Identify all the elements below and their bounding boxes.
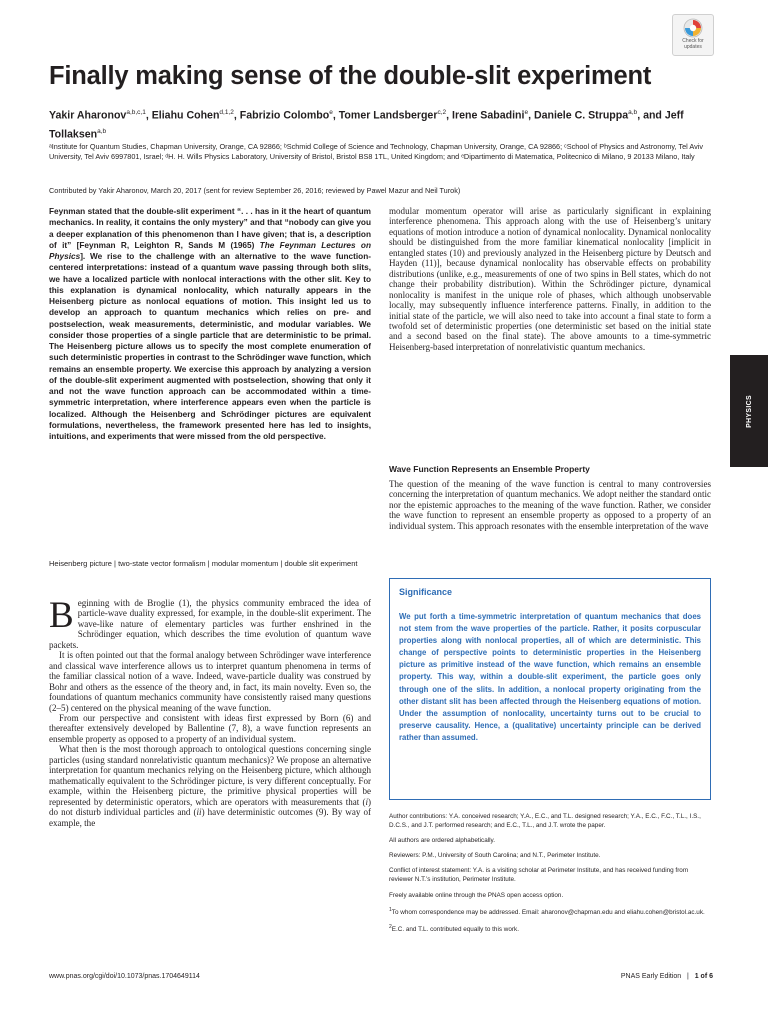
equal-contribution-text: E.C. and T.L. contributed equally to this work. (391, 925, 519, 933)
author-name[interactable]: Jeff Tollaksen (49, 109, 684, 141)
body-paragraph (49, 595, 371, 650)
doi-link[interactable]: www.pnas.org/cgi/doi/10.1073/pnas.1704649114 (49, 973, 200, 980)
author-name[interactable]: Daniele C. Struppa (533, 109, 629, 122)
author-list: Yakir Aharonov$^{a,b,c,1}$, Eliahu Cohen$^{d,1,2}$, Fabrizio Colombo$^e$, Tomer Landsberger$^{c,2}$, Irene Sabadini$^e$, Daniele C. Struppa$^{a,b}$, and Jeff Tollaksen$^{a,b}$ (49, 109, 684, 141)
drop-cap: B (49, 595, 74, 636)
author-affiliation-marks: c,2 (437, 109, 447, 116)
significance-box (389, 578, 711, 800)
pnas-watermark (0, 70, 36, 630)
author-name[interactable]: Yakir Aharonov (49, 109, 127, 122)
paragraph-text: eginning with de Broglie (1), the physics community embraced the idea of particle-wave duality expressed, for example, in the double-slit experiment. The wave-like nature of elementary particles was further enshrined in the Schrödinger equation, which describes the time evolution of quantum wave packets. (49, 598, 371, 650)
body-paragraph: modular momentum operator will arise as particularly significant in explaining interference phenomena. This approach along with the use of Heisenberg’s unitary equations of motion introduce a notion of dynamical nonlocality. Dynamical nonlocality should be distinguished from the more familiar kinematical nonlocality [implicit in entangled states (10) and previously analyzed in the Heisenberg picture by Deutsch and Hayden (11)], because dynamical nonlocality has observable effects on probability distributions (unlike, e.g., measurements of one of two spins in Bell states, which do not change their probability distribution). Within the Schrödinger picture, dynamical nonlocality is manifest in the unique role of phases, which although unobservable locally, may subsequently influence interference patterns. Finally, in addition to the initial state of the particle, we will also need to take into account a final state to form a twofold set of deterministic properties (one deterministic set based on the initial state and a second based on the final state). The above amounts to a time-symmetric Heisenberg-based interpretation of nonrelativistic quantum mechanics. (389, 206, 711, 352)
author-name[interactable]: Tomer Landsberger (338, 109, 438, 122)
correspondence-note (389, 906, 711, 917)
author-affiliation-marks: a,b,c,1 (126, 109, 146, 116)
check-for-updates-badge[interactable] (672, 14, 714, 56)
significance-text: We put forth a time-symmetric interpretation of quantum mechanics that does not stem from the wave properties of the particle. Rather, it posits corpuscular properties along with nonlocal properties, all of which are deterministic. This change of perspective points to deterministic properties in the Heisenberg picture as primitive instead of the wave function, which remains an ensemble property. This way, within a double-slit experiment, the particle goes only through one of the slits. In addition, a nonlocal property originating from the other distant slit has been affected through the Heisenberg equations of motion. Under the assumption of nonlocality, uncertainty turns out to be crucial to preserve causality. Hence, a (qualitative) uncertainty principle can be derived rather than assumed. (399, 612, 701, 742)
author-name[interactable]: Fabrizio Colombo (239, 109, 330, 122)
author-name[interactable]: Eliahu Cohen (151, 109, 220, 122)
paragraph-text: What then is the most thorough approach to ontological questions concerning single particles (using standard nonrelativistic quantum mechanics)? We propose an alternative interpretation for quantum mechanics relying on the Heisenberg picture, which although mathematically equivalent to the Schrödinger picture, is very different conceptually. For example, within the Heisenberg picture, the primitive physical properties will be represented by deterministic operators, which are operators with measurements that ( (49, 744, 371, 807)
keywords: Heisenberg picture | two-state vector formalism | modular momentum | double slit experiment (49, 559, 358, 568)
edition-label: PNAS Early Edition (620, 973, 682, 980)
section-side-tab (730, 355, 768, 467)
footnote-marker: 1 (389, 906, 392, 913)
author-name[interactable]: Irene Sabadini (452, 109, 525, 122)
check-for-updates-label: Check for updates (682, 38, 704, 50)
author-notes (389, 812, 711, 940)
list-marker: ii (196, 807, 202, 818)
footer-edition (578, 973, 713, 980)
paragraph-text: ) do not disturb individual particles and ( (49, 796, 371, 818)
abstract (49, 206, 371, 442)
article-title: Finally making sense of the double-slit experiment (49, 62, 652, 90)
watermark-text (34, 208, 36, 630)
body-paragraph: It is often pointed out that the formal analogy between Schrödinger wave interference and classical wave interference allows us to interpret quantum phenomena in terms of the familiar classical notion of a wave. Indeed, wave-particle duality was construed by Bohr and others as the essence of the theory and, in fact, its main novelty. Even so, the foundations of quantum mechanics community have consistently raised many questions (2–5) centered on the physical meaning of the wave function. (49, 650, 371, 713)
abstract-cited-title: The Feynman Lectures on Physics (49, 240, 371, 261)
contribution-line: Contributed by Yakir Aharonov, March 20, 2017 (sent for review September 26, 2016; reviewed by Pawel Mazur and Neil Turok) (49, 186, 461, 195)
open-access-note: Freely available online through the PNAS open access option. (389, 891, 564, 899)
affiliations: ᵃInstitute for Quantum Studies, Chapman University, Orange, CA 92866; ᵇSchmid College of Science and Technology, Chapman University, Orange, CA 92866; ᶜSchool of Physics and Astronomy, Tel Aviv University, Tel Aviv 6997801, Israel; ᵈH. H. Wills Physics Laboratory, University of Bristol, Bristol BS8 1TL, United Kingdom; and ᵉDipartimento di Matematica, Politecnico di Milano, 9 20133 Milano, Italy (49, 142, 704, 161)
side-tab-label: PHYSICS (745, 394, 753, 428)
footer-separator: | (687, 973, 689, 980)
body-left-column (49, 595, 371, 828)
author-order-note: All authors are ordered alphabetically. (389, 837, 496, 845)
author-contributions: Author contributions: Y.A. conceived research; Y.A., E.C., and T.L. designed research; Y.A., E.C., F.C., T.L., I.S., D.C.S., and J.T. performed research; and E.C., T.L., and J.T. wrote the paper. (389, 813, 701, 830)
body-right-column (389, 206, 711, 352)
conflict-of-interest: Conflict of interest statement: Y.A. is a visiting scholar at Perimeter Institute, and has received funding from reviewer N.T.’s institution, Perimeter Institute. (389, 867, 689, 884)
section-heading: Wave Function Represents an Ensemble Property (389, 464, 590, 474)
reviewers-note: Reviewers: P.M., University of South Carolina; and N.T., Perimeter Institute. (389, 852, 601, 860)
author-affiliation-marks: a,b (97, 127, 107, 135)
body-paragraph (49, 744, 371, 828)
abstract-text: Feynman stated that the double-slit experiment “. . . has in it the heart of quantum mechanics. In reality, it contains the only mystery” and that “nobody can give you a deeper explanation of this phenomenon than I have given; that is, a description of it” [Feynman R, Leighton R, Sands M (1965) (49, 207, 371, 250)
author-affiliation-marks: e (329, 109, 333, 116)
abstract-text: ]. We rise to the challenge with an alternative to the wave function-centered interpretations: instead of a quantum wave passing through both slits, we have a localized particle with nonlocal interactions with the other slit. Key to this explanation is dynamical nonlocality, which naturally appears in the Heisenberg picture as nonlocal equations of motion. This insight led us to develop an approach to quantum mechanics which relies on pre- and postselection, weak measurements, deterministic, and modular variables. We consider those properties of a single particle that are deterministic to be primal. The Heisenberg picture allows us to specify the most complete enumeration of such deterministic properties in contrast to the Schrödinger wave function, which remains an ensemble property. We exercise this approach by analyzing a version of the double-slit experiment augmented with postselection, showing that only it and not the wave function approach can be accommodated within a time-symmetric interpretation, where interference appears even when the particle is localized. Although the Heisenberg and Schrödinger pictures are equivalent formulations, nevertheless, the framework presented here has led to insights, intuitions, and experiments that were missed from the old perspective. (49, 252, 371, 441)
author-affiliation-marks: d,1,2 (219, 109, 234, 116)
author-affiliation-marks: a,b (628, 109, 638, 116)
correspondence-text[interactable]: To whom correspondence may be addressed. Email: aharonov@chapman.edu and eliahu.cohen@bristol.ac.uk. (391, 908, 705, 916)
body-paragraph: The question of the meaning of the wave function is central to many controversies concerning the interpretation of quantum mechanics. We adopt neither the standard ontic nor the epistemic approaches to the meaning of the wave function. Rather, we consider the wave function to represent an ensemble property as opposed to a property of an individual system. This approach resonates with the ensemble interpretation of the wave (389, 479, 711, 531)
paragraph-text: ) have deterministic outcomes (9). By way of example, the (49, 807, 371, 828)
author-affiliation-marks: e (524, 109, 529, 116)
significance-heading: Significance (399, 587, 453, 597)
section-body (389, 479, 711, 531)
body-paragraph: From our perspective and consistent with ideas first expressed by Born (6) and thereafter extensively developed by Ballentine (7, 8), a wave function represents an ensemble property as opposed to a property of an individual system. (49, 712, 371, 744)
list-marker: i (365, 796, 368, 807)
check-for-updates-icon (683, 18, 703, 38)
footnote-marker: 2 (389, 923, 392, 930)
equal-contribution-note (389, 923, 711, 934)
page-number: 1 of 6 (694, 973, 713, 980)
